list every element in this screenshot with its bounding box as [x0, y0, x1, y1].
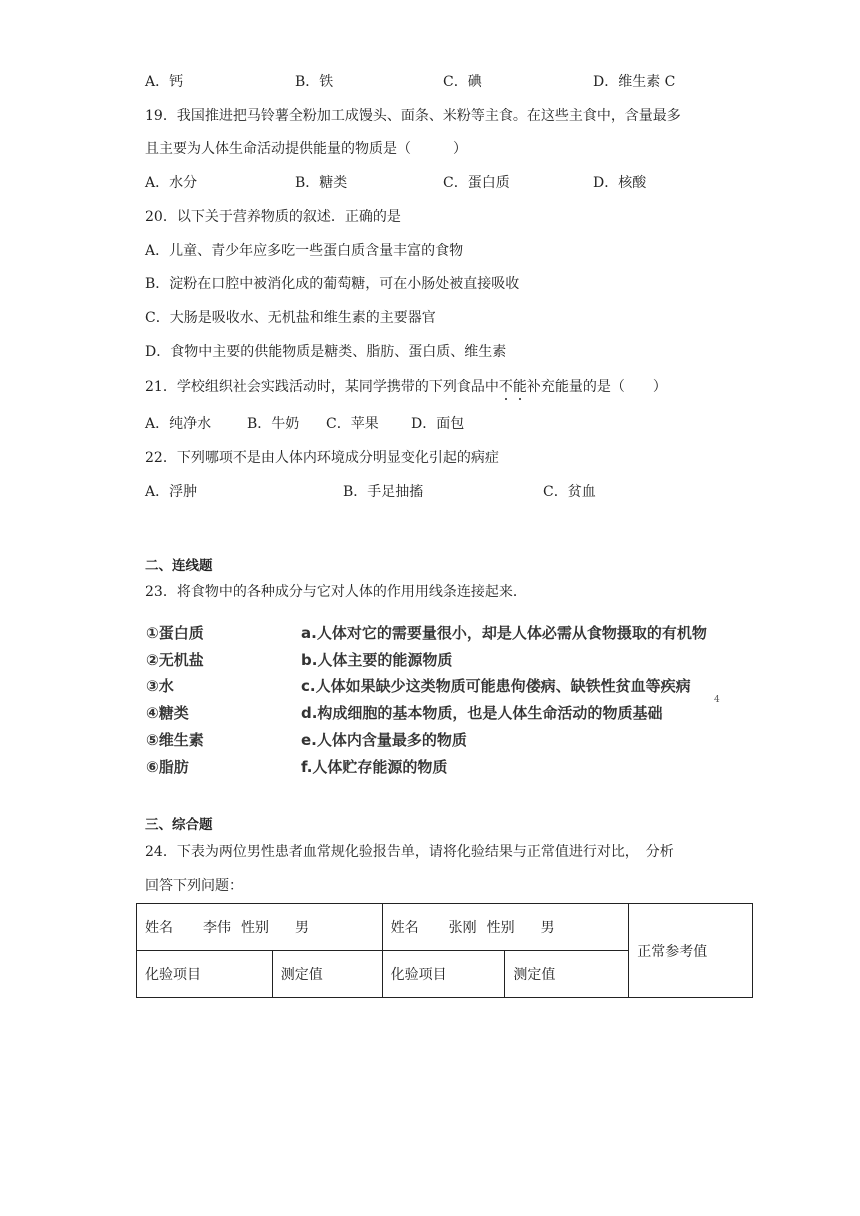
patient1-header — [137, 904, 383, 951]
q22-option-a: A．浮肿 — [145, 484, 198, 500]
q23-left-2: ②无机盐 — [146, 651, 204, 669]
patient1-sex: 男 — [295, 920, 309, 936]
q21-option-a: A．纯净水 — [145, 416, 212, 432]
q23-right-c: c.人体如果缺少这类物质可能患佝偻病、缺铁性贫血等疾病 — [301, 677, 691, 695]
patient2-header — [382, 904, 629, 951]
q20-stem: 20．以下关于营养物质的叙述．正确的是 — [145, 209, 401, 225]
reference-value-header: 正常参考值 — [629, 904, 753, 998]
patient2-value-header: 测定值 — [505, 951, 629, 998]
section-3-title: 三、综合题 — [145, 817, 213, 833]
q21-stem — [145, 377, 667, 397]
q19-option-b: B．糖类 — [295, 175, 348, 191]
patient1-item-header: 化验项目 — [137, 951, 273, 998]
q21-option-b: B．牛奶 — [247, 416, 300, 432]
patient1-name: 李伟 — [203, 920, 231, 936]
q22-stem: 22．下列哪项不是由人体内环境成分明显变化引起的病症 — [145, 450, 499, 466]
q23-right-a: a.人体对它的需要量很小，却是人体必需从食物摄取的有机物 — [301, 624, 707, 642]
patient2-name-label: 姓名 — [390, 920, 419, 936]
patient1-value-header: 测定值 — [272, 951, 382, 998]
q23-left-1: ①蛋白质 — [146, 624, 204, 642]
q23-right-e: e.人体内含量最多的物质 — [301, 731, 467, 749]
patient2-sex-label: 性别 — [486, 920, 515, 936]
q21-stem-pre: 21．学校组织社会实践活动时，某同学携带的下列食品中 — [145, 379, 499, 395]
q21-emphasis-1: 不 — [498, 379, 513, 395]
q20-option-c: C．大肠是吸收水、无机盐和维生素的主要器官 — [145, 310, 436, 326]
q18-option-b: B．铁 — [295, 74, 334, 90]
section-2-title: 二、连线题 — [145, 558, 213, 574]
q19-option-d: D．核酸 — [593, 175, 647, 191]
q20-option-a: A．儿童、青少年应多吃一些蛋白质含量丰富的食物 — [145, 243, 464, 259]
patient2-item-header: 化验项目 — [382, 951, 505, 998]
blood-report-table — [136, 903, 753, 998]
q23-right-f: f.人体贮存能源的物质 — [301, 758, 448, 776]
q23-left-5: ⑤维生素 — [146, 731, 204, 749]
q23-stem: 23．将食物中的各种成分与它对人体的作用用线条连接起来． — [145, 584, 527, 600]
q18-option-a: A．钙 — [145, 74, 184, 90]
q21-emphasis-2: 能 — [512, 379, 527, 395]
q19-stem-line1: 19．我国推进把马铃薯全粉加工成馒头、面条、米粉等主食。在这些主食中，含量最多 — [145, 108, 681, 124]
q23-right-d: d.构成细胞的基本物质，也是人体生命活动的物质基础 — [301, 704, 663, 722]
patient2-sex: 男 — [540, 920, 555, 936]
q24-stem-line1: 24．下表为两位男性患者血常规化验报告单，请将化验结果与正常值进行对比， 分析 — [145, 844, 674, 860]
q22-option-b: B．手足抽搐 — [343, 484, 424, 500]
q18-option-d: D．维生素 C — [593, 74, 676, 90]
patient1-name-label: 姓名 — [145, 920, 173, 936]
q21-stem-post: 补充能量的是（ ） — [526, 379, 667, 395]
q24-stem-line2: 回答下列问题： — [145, 878, 243, 894]
q20-option-d: D．食物中主要的供能物质是糖类、脂肪、蛋白质、维生素 — [145, 344, 507, 360]
patient1-sex-label: 性别 — [241, 920, 269, 936]
patient2-name: 张刚 — [448, 920, 477, 936]
q23-left-4: ④糖类 — [146, 704, 189, 722]
q23-right-b: b.人体主要的能源物质 — [301, 651, 453, 669]
q19-option-c: C．蛋白质 — [443, 175, 510, 191]
q18-option-c: C．碘 — [443, 74, 482, 90]
q23-left-3: ③水 — [146, 677, 174, 695]
q21-option-d: D．面包 — [411, 416, 465, 432]
q23-margin-mark: 4 — [714, 695, 720, 705]
q21-option-c: C．苹果 — [326, 416, 379, 432]
q22-option-c: C．贫血 — [543, 484, 596, 500]
q23-left-6: ⑥脂肪 — [146, 758, 189, 776]
q20-option-b: B．淀粉在口腔中被消化成的葡萄糖，可在小肠处被直接吸收 — [145, 276, 520, 292]
q19-option-a: A．水分 — [145, 175, 198, 191]
q19-stem-line2: 且主要为人体生命活动提供能量的物质是（ ） — [145, 141, 467, 157]
